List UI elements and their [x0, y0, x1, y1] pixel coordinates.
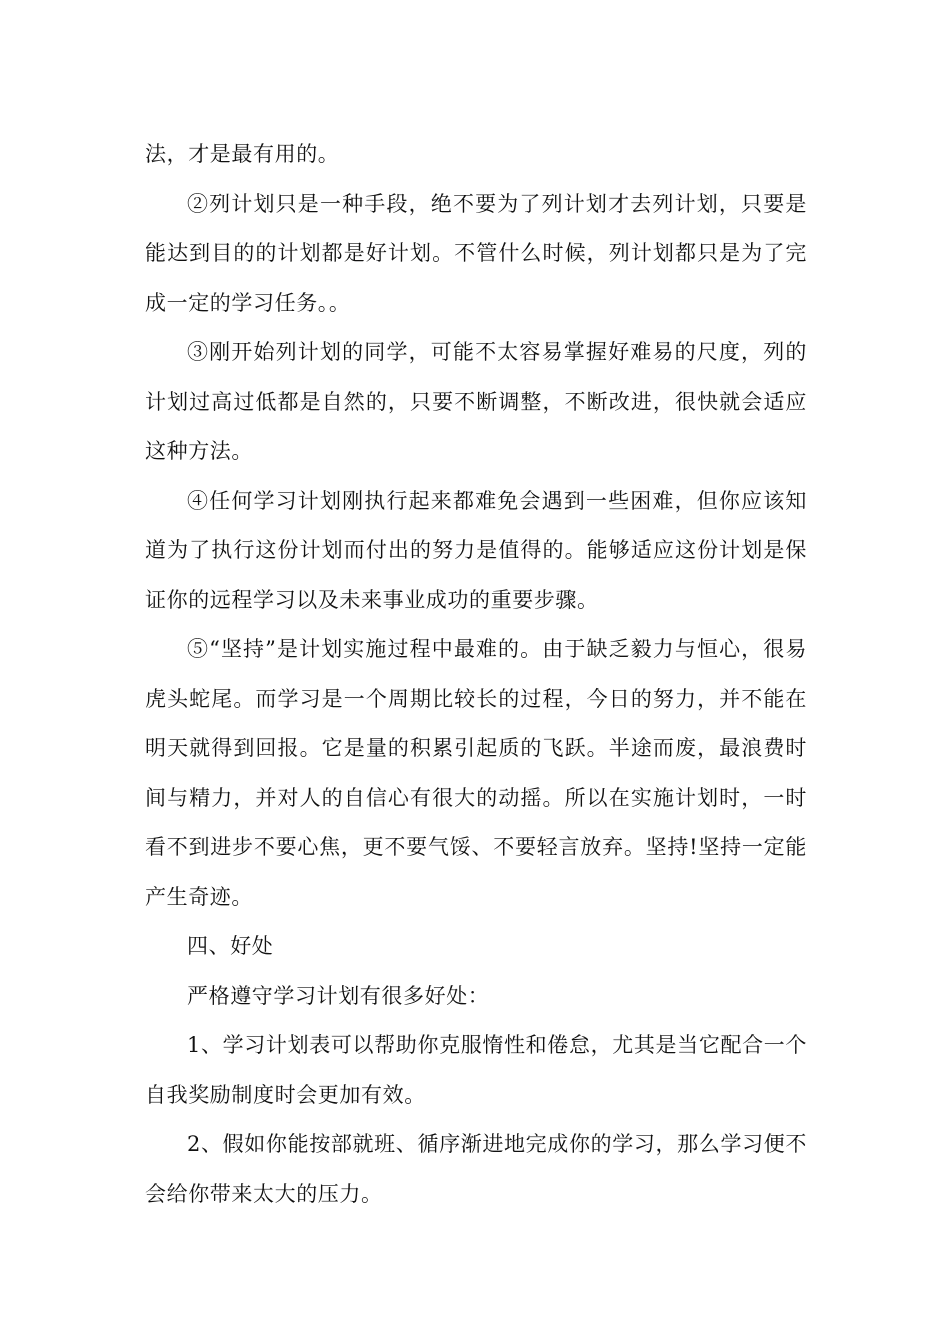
paragraph-item-2: ②列计划只是一种手段，绝不要为了列计划才去列计划，只要是能达到目的的计划都是好计划。不管什么时候，列计划都只是为了完成一定的学习任务。。: [145, 191, 807, 315]
paragraph-benefits-intro: 严格遵守学习计划有很多好处：: [187, 983, 490, 1008]
paragraph-item-5: ⑤“坚持”是计划实施过程中最难的。由于缺乏毅力与恒心，很易虎头蛇尾。而学习是一个周期比较长的过程，今日的努力，并不能在明天就得到回报。它是量的积累引起质的飞跃。半途而废，最浪费时间与精力，并对人的自信心有很大的动摇。所以在实施计划时，一时看不到进步不要心焦，更不要气馁、不要轻言放弃。坚持!坚持一定能产生奇迹。: [145, 637, 807, 909]
paragraph-benefit-1: 1、学习计划表可以帮助你克服惰性和倦怠，尤其是当它配合一个自我奖励制度时会更加有效。: [145, 1033, 807, 1107]
paragraph-item-4: ④任何学习计划刚执行起来都难免会遇到一些困难，但你应该知道为了执行这份计划而付出的努力是值得的。能够适应这份计划是保证你的远程学习以及未来事业成功的重要步骤。: [145, 488, 807, 612]
paragraph-benefit-2: 2、假如你能按部就班、循序渐进地完成你的学习，那么学习便不会给你带来太大的压力。: [145, 1132, 807, 1206]
section-heading-benefits: 四、好处: [187, 934, 274, 958]
document-body: [145, 130, 807, 1219]
paragraph-item-3: ③刚开始列计划的同学，可能不太容易掌握好难易的尺度，列的计划过高过低都是自然的，只要不断调整，不断改进，很快就会适应这种方法。: [145, 340, 807, 463]
paragraph-continuation: 法，才是最有用的。: [145, 142, 340, 166]
